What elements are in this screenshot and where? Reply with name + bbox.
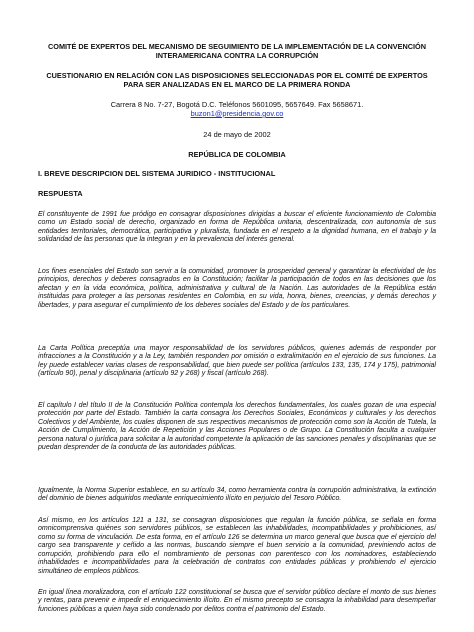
document-subtitle: CUESTIONARIO EN RELACIÓN CON LAS DISPOSICIONES SELECCIONADAS POR EL COMITÉ DE EXPERTOS PARA SER ANALIZADAS EN EL MARCO DE LA PRIMERA RONDA: [46, 71, 428, 89]
country-heading: REPÚBLICA DE COLOMBIA: [188, 150, 286, 159]
paragraph: El constituyente de 1991 fue pródigo en consagrar disposiciones dirigidas a buscar el eficiente funcionamiento de Colombia como un Estado social de derecho, organizado en forma de República unitaria, descentralizada, con autonomía de sus entidades territoriales, democrática, participativa y pluralista, fundada en el respeto a la dignidad humana, en el trabajo y la solidaridad de las personas que la integran y en la prevalencia del interés general.: [38, 211, 436, 244]
paragraph: Los fines esenciales del Estado son servir a la comunidad, promover la prosperidad general y garantizar la efectividad de los principios, derechos y deberes consagrados en la Constitución; facilitar la participación de todos en las decisiones que los afectan y en la vida económica, política, administrativa y cultural de la Nación. Las autoridades de la República están instituidas para proteger a las personas residentes en Colombia, en su vida, honra, bienes, creencias, y demás derechos y libertades, y para asegurar el cumplimiento de los deberes sociales del Estado y de los particulares.: [38, 268, 436, 309]
address-block: [38, 100, 436, 118]
address-text: Carrera 8 No. 7-27, Bogotá D.C. Teléfonos 5601095, 5657649. Fax 5658671.: [110, 100, 364, 109]
document-title: COMITÉ DE EXPERTOS DEL MECANISMO DE SEGUIMIENTO DE LA IMPLEMENTACIÓN DE LA CONVENCIÓN INTERAMERICANA CONTRA LA CORRUPCIÓN: [48, 42, 426, 60]
paragraph: Igualmente, la Norma Superior establece, en su artículo 34, como herramienta contra la corrupción administrativa, la extinción del dominio de bienes adquiridos mediante enriquecimiento ilícito en perjuicio del Tesoro Público.: [38, 487, 436, 503]
document-date: 24 de mayo de 2002: [203, 130, 271, 139]
paragraph: Así mismo, en los artículos 121 a 131, se consagran disposiciones que regulan la función pública, se señala en forma omnicomprensiva quiénes son servidores públicos, se establecen las inhabilidades, incompatibilidades y prohibiciones, así como su forma de vinculación. De esta forma, en el artículo 126 se determina un marco general que busca que el ejercicio del cargo sea transparente y ceñido a las normas, buscando siempre el buen servicio a la comunidad, previniendo actos de corrupción, prohibiendo para ello el nombramiento de personas con parentesco con los nominadores, estableciendo inhabilidades e incompatibilidades para la celebración de contratos con entidades públicas y prohibiendo el ejercicio simultáneo de empleos públicos.: [38, 517, 436, 575]
paragraph: La Carta Política preceptúa una mayor responsabilidad de los servidores públicos, quienes además de responder por infracciones a la Constitución y a la Ley, también responden por omisión o extralimitación en el ejercicio de sus funciones. La ley puede establecer varias clases de responsabilidad, que bien puede ser política (artículos 133, 135, 174 y 175), patrimonial (artículo 90), penal y disciplinaria (artículo 92 y 268) y fiscal (artículo 268).: [38, 345, 436, 378]
paragraph: En igual línea moralizadora, con el artículo 122 constitucional se busca que el servidor público declare el monto de sus bienes y rentas, para prevenir e impedir el enriquecimiento ilícito. En el mismo precepto se consagra la inhabilidad para desempeñar funciones públicas a quien haya sido condenado por delitos contra el patrimonio del Estado.: [38, 589, 436, 613]
section-heading: I. BREVE DESCRIPCION DEL SISTEMA JURIDICO - INSTITUCIONAL: [38, 169, 276, 178]
section-subheading: RESPUESTA: [38, 189, 83, 198]
email-link[interactable]: buzon1@presidencia.gov.co: [190, 109, 284, 118]
paragraph: El capítulo I del título II de la Constitución Política contempla los derechos fundamentales, los cuales gozan de una especial protección por parte del Estado. También la carta consagra los Derechos Sociales, Económicos y culturales y los derechos Colectivos y del Ambiente, los cuales disponen de sus respectivos mecanismos de protección como son la Acción de Tutela, la Acción de Cumplimiento, la Acción de Repetición y las Acciones Populares o de Grupo. La Constitución faculta a cualquier persona natural o jurídica para solicitar a la autoridad competente la aplicación de las sanciones penales y disciplinarias que se puedan desprender de la conducta de las autoridades públicas.: [38, 402, 436, 452]
